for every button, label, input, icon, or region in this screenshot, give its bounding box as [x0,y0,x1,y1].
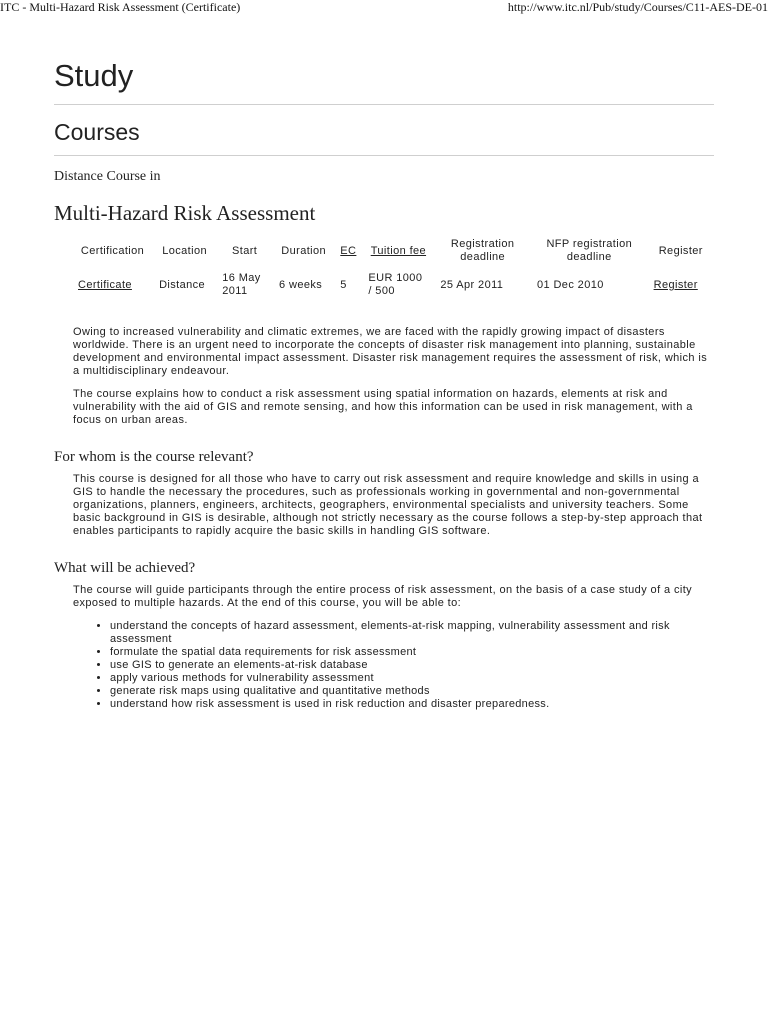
course-title: Multi-Hazard Risk Assessment [54,201,316,225]
table-header-row [72,234,714,268]
cell-certification-link[interactable] [72,268,153,302]
achievements-heading: What will be achieved? [54,560,196,576]
title-divider [54,104,714,105]
header-registration-deadline: Registration deadline [450,238,515,263]
header-register: Register [658,244,703,257]
page-title: Study [54,58,134,93]
table-row [72,268,714,302]
print-header [0,0,768,16]
section-divider [54,155,714,156]
cell-nfp-deadline: 01 Dec 2010 [536,278,604,291]
header-duration: Duration [281,244,327,257]
cell-start: 16 May 2011 [222,272,261,297]
register-link-label: Register [653,278,698,291]
relevance-heading: For whom is the course relevant? [54,449,254,465]
header-tuition-label: Tuition fee [370,244,427,257]
header-start: Start [232,244,258,257]
main-content [54,56,714,711]
relevance-paragraph: This course is designed for all those who have to carry out risk assessment and require knowledge and skills in using a GIS to handle the necessary the procedures, such as professionals working in governmental and non-governmental organizations, planners, engineers, architects, geographers, environmental specialists and university teachers. Some basic background in GIS is desirable, although not strictly necessary as the course follows a step-by-step approach that enables participants to rapidly acquire the basic skills in handling GIS software. [73,473,703,537]
intro-paragraph: Owing to increased vulnerability and climatic extremes, we are faced with the rapidly growing impact of disasters worldwide. There is an urgent need to incorporate the concepts of disaster risk management into planning, sustainable development and environmental impact assessment. Disaster risk management requires the assessment of risk, which is a multidisciplinary endeavour. [73,326,708,377]
cell-location: Distance [159,278,206,291]
cell-ec: 5 [340,278,347,291]
course-explanation-paragraph: The course explains how to conduct a risk assessment using spatial information on hazards, elements at risk and vulnerability with the aid of GIS and remote sensing, and how this information can be used in risk management, with a focus on urban areas. [73,388,693,426]
certification-link-label: Certificate [78,278,132,291]
course-type-label: Distance Course in [54,169,161,184]
cell-tuition: EUR 1000 / 500 [368,272,423,297]
course-details-table [72,234,714,302]
cell-registration-deadline: 25 Apr 2011 [440,278,504,291]
print-page-url: http://www.itc.nl/Pub/study/Courses/C11-AES-DE-01 [507,0,768,14]
header-tuition-link[interactable] [362,234,434,268]
list-item: • apply various methods for vulnerability assessment [110,672,730,685]
list-item: • formulate the spatial data requirements for risk assessment [110,646,730,659]
list-item: • use GIS to generate an elements-at-risk database [110,659,730,672]
list-item: • understand how risk assessment is used in risk reduction and disaster preparedness. [110,698,730,711]
achievements-list [92,620,730,711]
list-item: • generate risk maps using qualitative and quantitative methods [110,685,730,698]
cell-duration: 6 weeks [279,278,323,291]
header-nfp-deadline: NFP registration deadline [546,238,633,263]
list-item: • understand the concepts of hazard assessment, elements-at-risk mapping, vulnerability assessment and risk assessment [110,620,730,646]
header-location: Location [162,244,208,257]
header-ec-link[interactable] [334,234,362,268]
print-page-title: ITC - Multi-Hazard Risk Assessment (Certificate) [0,0,241,14]
header-ec-label: EC [340,244,357,257]
section-title: Courses [54,119,140,145]
header-certification: Certification [80,244,145,257]
cell-register-link[interactable] [648,268,714,302]
achievements-intro: The course will guide participants through the entire process of risk assessment, on the basis of a case study of a city exposed to multiple hazards. At the end of this course, you will be able to: [73,584,693,609]
